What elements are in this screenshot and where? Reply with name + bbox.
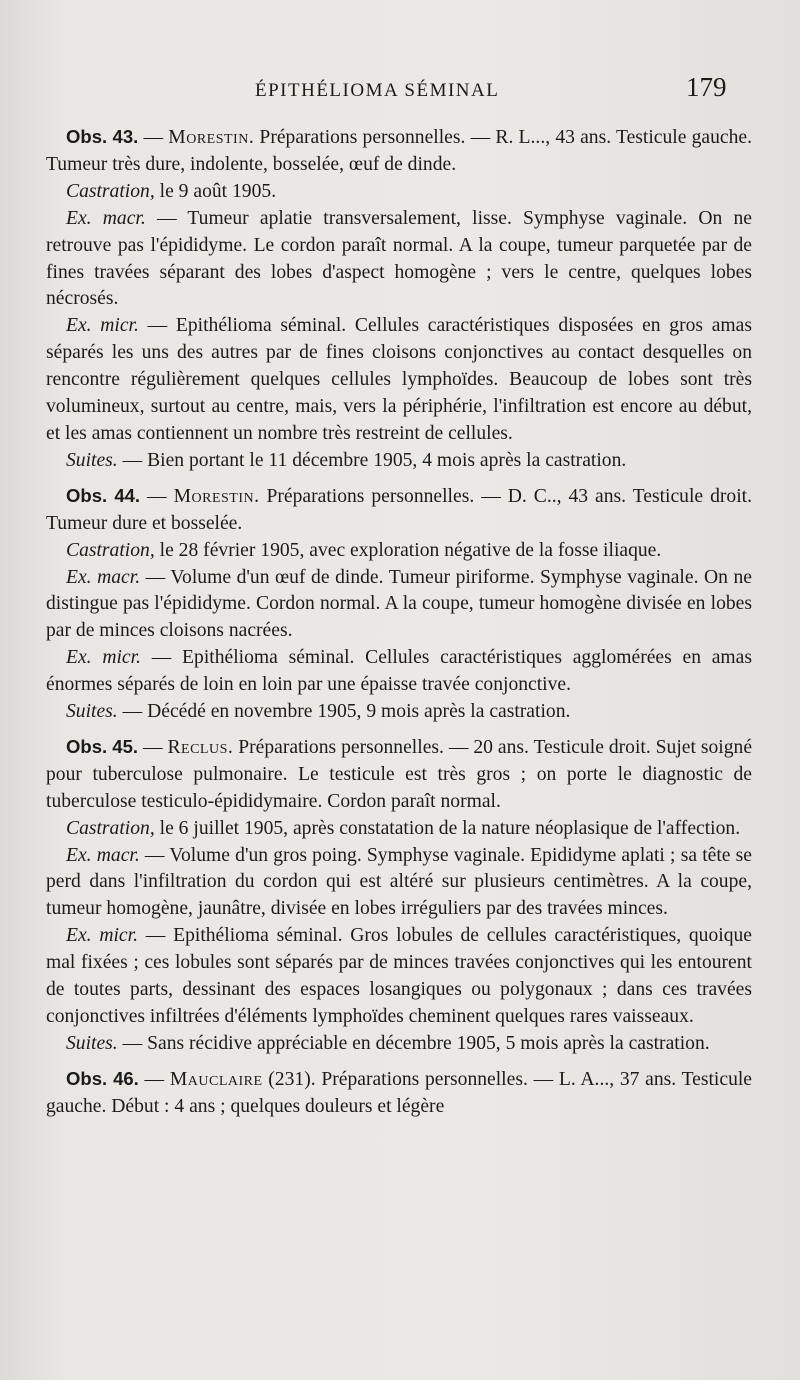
section-label: Ex. micr.	[66, 647, 141, 669]
castration-paragraph	[46, 538, 752, 565]
section-label: Suites.	[66, 1032, 118, 1054]
observation-intro	[46, 483, 752, 538]
running-title: ÉPITHÉLIOMA SÉMINAL	[255, 80, 500, 101]
section-text: le 9 août 1905.	[154, 180, 277, 202]
dash: —	[140, 485, 174, 507]
section-label: Suites.	[66, 701, 118, 723]
section-label: Ex. micr.	[66, 315, 139, 337]
section-text: — Décédé en novembre 1905, 9 mois après la castration.	[117, 701, 571, 723]
castration-paragraph	[46, 816, 752, 843]
intro-text: (231). Préparations personnelles. — L. A..., 37 ans. Testicule gauche. Début : 4 ans ; quelques douleurs et légère	[46, 1068, 753, 1117]
observation-46	[46, 1066, 752, 1121]
section-label: Ex. macr.	[66, 566, 141, 588]
page-header	[0, 72, 800, 106]
section-text: — Epithélioma séminal. Cellules caractéristiques disposées en gros amas séparés les uns des autres par de fines cloisons conjonctives au contact desquelles on rencontre régulièrement quelques cellules lymphoïdes. Beaucoup de lobes sont très volumineux, surtout au centre, mais, vers la périphérie, l'infiltration est encore au début, et les amas contiennent un nombre très restreint de cellules.	[46, 315, 752, 444]
section-label: Castration,	[66, 539, 155, 561]
observation-43	[46, 124, 752, 475]
observation-45	[46, 734, 752, 1058]
dash: —	[138, 127, 169, 148]
section-text: — Tumeur aplatie transversalement, lisse. Symphyse vaginale. On ne retrouve pas l'épididyme. Le cordon paraît normal. A la coupe, tumeur parquetée par de fines travées séparant des lobes d'aspect homogène ; vers le centre, quelques lobes nécrosés.	[46, 207, 752, 310]
intro-text: Préparations personnelles. — R. L..., 43 ans. Testicule gauche. Tumeur très dure, indolente, bosselée, œuf de dinde.	[46, 127, 752, 175]
section-text: — Bien portant le 11 décembre 1905, 4 mois après la castration.	[117, 449, 627, 471]
section-text: — Epithélioma séminal. Gros lobules de cellules caractéristiques, quoique mal fixées ; ces lobules sont séparés par de minces travées conjonctives qui les entourent de toutes parts, dessinant des espaces losangiques ou polygonaux ; dans ces travées conjonctives infiltrées d'éléments lymphoïdes cheminent quelques rares vaisseaux.	[46, 925, 752, 1027]
author-name: Reclus.	[167, 736, 234, 758]
macro-exam-paragraph	[46, 206, 752, 314]
observation-intro	[46, 124, 752, 179]
observation-44	[46, 483, 752, 726]
micro-exam-paragraph	[46, 923, 752, 1031]
dash: —	[138, 736, 168, 758]
section-label: Suites.	[66, 449, 118, 471]
observation-label: Obs. 46.	[66, 1067, 139, 1089]
section-text: le 6 juillet 1905, après constatation de la nature néoplasique de l'affection.	[154, 817, 741, 839]
author-name: Morestin.	[168, 127, 255, 148]
section-label: Castration,	[66, 817, 155, 839]
intro-text: Préparations personnelles. — D. C.., 43 ans. Testicule droit. Tumeur dure et bosselée.	[46, 485, 752, 534]
outcome-paragraph	[46, 1031, 752, 1058]
author-name: Mauclaire	[169, 1068, 263, 1090]
outcome-paragraph	[46, 699, 752, 726]
page-number: 179	[686, 72, 727, 102]
micro-exam-paragraph	[46, 645, 752, 699]
section-text: — Volume d'un gros poing. Symphyse vaginale. Epididyme aplati ; sa tête se perd dans l'infiltration du cordon qui est altéré sur plusieurs centimètres. A la coupe, tumeur homogène, jaunâtre, divisée en lobes irréguliers par des travées minces.	[46, 844, 752, 920]
observation-label: Obs. 43.	[66, 126, 139, 147]
observation-intro	[46, 734, 752, 816]
castration-paragraph	[46, 179, 752, 206]
section-label: Ex. micr.	[66, 925, 138, 947]
observation-label: Obs. 45.	[66, 735, 139, 757]
section-text: — Volume d'un œuf de dinde. Tumeur piriforme. Symphyse vaginale. On ne distingue pas l'épididyme. Cordon normal. A la coupe, tumeur homogène divisée en lobes par de minces cloisons nacrées.	[46, 566, 752, 642]
section-label: Ex. macr.	[66, 207, 146, 229]
outcome-paragraph	[46, 448, 752, 475]
observation-intro	[46, 1066, 752, 1121]
observation-label: Obs. 44.	[66, 484, 141, 506]
section-text: — Epithélioma séminal. Cellules caractéristiques agglomérées en amas énormes séparés de loin en loin par une épaisse travée conjonctive.	[46, 647, 752, 696]
section-text: le 28 février 1905, avec exploration négative de la fosse iliaque.	[154, 539, 662, 561]
dash: —	[138, 1068, 170, 1090]
macro-exam-paragraph	[46, 843, 752, 924]
section-label: Castration,	[66, 180, 155, 202]
section-text: — Sans récidive appréciable en décembre 1905, 5 mois après la castration.	[117, 1032, 710, 1054]
micro-exam-paragraph	[46, 313, 752, 448]
author-name: Morestin.	[173, 485, 260, 507]
page-body	[46, 124, 752, 1129]
intro-text: Préparations personnelles. — 20 ans. Testicule droit. Sujet soigné pour tuberculose pulmonaire. Le testicule est très gros ; on porte le diagnostic de tuberculose testiculo-épididymaire. Cordon paraît normal.	[46, 736, 753, 812]
macro-exam-paragraph	[46, 565, 752, 646]
section-label: Ex. macr.	[66, 844, 140, 866]
